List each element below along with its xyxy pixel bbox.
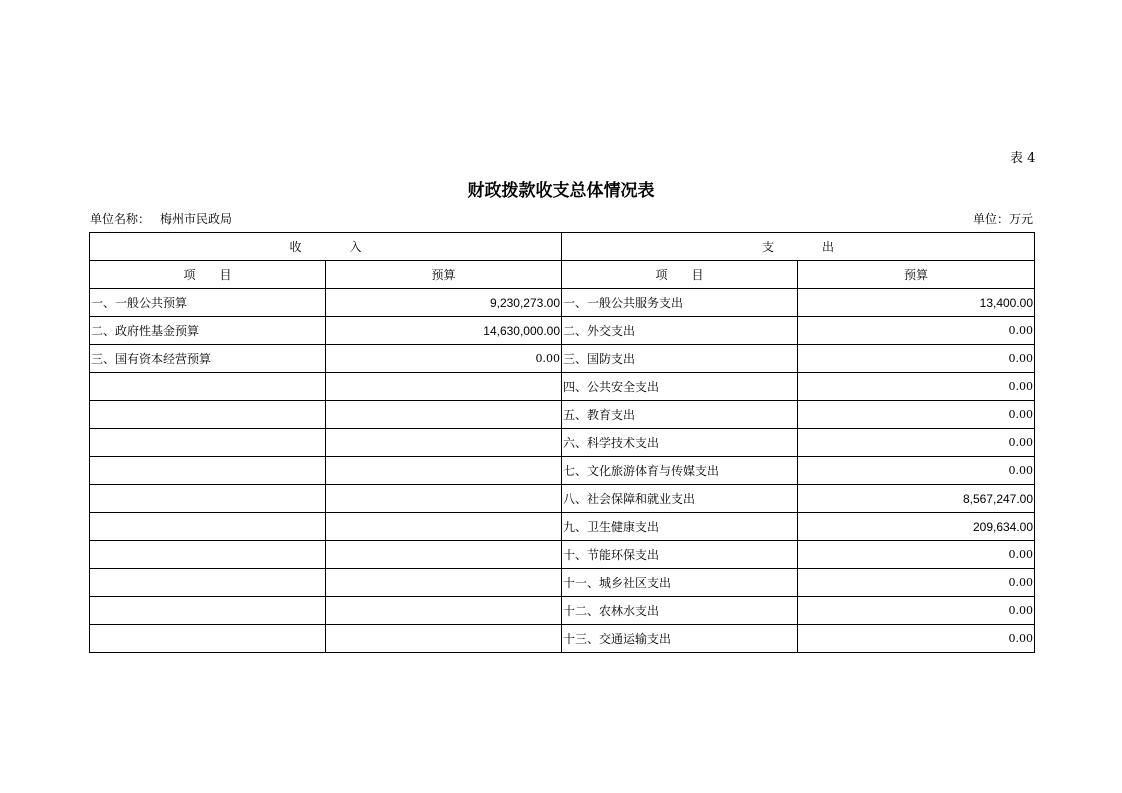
table-row	[90, 541, 1035, 569]
income-value-cell	[326, 541, 562, 569]
expense-value-cell: 13,400.00	[798, 289, 1035, 317]
table-row	[90, 345, 1035, 373]
income-item-cell	[90, 485, 326, 513]
expense-item-cell: 四、公共安全支出	[562, 373, 798, 401]
table-row	[90, 513, 1035, 541]
expense-value-cell: 209,634.00	[798, 513, 1035, 541]
table-number: 表 4	[1010, 151, 1036, 166]
header-row-group	[90, 233, 1035, 261]
table-row	[90, 289, 1035, 317]
income-value-cell	[326, 429, 562, 457]
expense-item-cell: 五、教育支出	[562, 401, 798, 429]
expense-item-cell: 十三、交通运输支出	[562, 625, 798, 653]
expense-value-cell: 0.00	[798, 429, 1035, 457]
expense-value-cell: 0.00	[798, 401, 1035, 429]
table-row	[90, 457, 1035, 485]
income-item-cell	[90, 513, 326, 541]
expense-value-cell: 0.00	[798, 597, 1035, 625]
income-value-cell	[326, 597, 562, 625]
table-row	[90, 485, 1035, 513]
expense-value-cell: 0.00	[798, 541, 1035, 569]
expense-item-cell: 九、卫生健康支出	[562, 513, 798, 541]
income-header: 收 入	[90, 233, 562, 261]
income-item-cell: 二、政府性基金预算	[90, 317, 326, 345]
unit-name-label: 单位名称：	[90, 212, 151, 226]
expense-item-cell: 二、外交支出	[562, 317, 798, 345]
expense-item-cell: 八、社会保障和就业支出	[562, 485, 798, 513]
expense-item-cell: 十二、农林水支出	[562, 597, 798, 625]
expense-value-cell: 0.00	[798, 317, 1035, 345]
income-item-cell: 一、一般公共预算	[90, 289, 326, 317]
income-item-cell	[90, 597, 326, 625]
income-value-cell: 9,230,273.00	[326, 289, 562, 317]
expense-item-cell: 六、科学技术支出	[562, 429, 798, 457]
income-value-cell	[326, 373, 562, 401]
income-value-cell: 14,630,000.00	[326, 317, 562, 345]
income-item-cell	[90, 457, 326, 485]
income-item-cell	[90, 541, 326, 569]
expense-value-cell: 0.00	[798, 625, 1035, 653]
income-value-cell	[326, 457, 562, 485]
expense-budget-header: 预算	[798, 261, 1035, 289]
table-row	[90, 569, 1035, 597]
income-value-cell	[326, 401, 562, 429]
table-row	[90, 373, 1035, 401]
income-value-cell	[326, 569, 562, 597]
income-item-cell: 三、国有资本经营预算	[90, 345, 326, 373]
expense-item-header: 项 目	[562, 261, 798, 289]
budget-table	[89, 232, 1035, 653]
page-title: 财政拨款收支总体情况表	[467, 181, 655, 201]
expense-header: 支 出	[562, 233, 1035, 261]
expense-value-cell: 0.00	[798, 569, 1035, 597]
unit-name-value: 梅州市民政局	[160, 212, 233, 226]
header-row-columns	[90, 261, 1035, 289]
expense-item-cell: 十、节能环保支出	[562, 541, 798, 569]
income-item-cell	[90, 401, 326, 429]
expense-value-cell: 8,567,247.00	[798, 485, 1035, 513]
unit-label: 单位：万元	[973, 212, 1034, 226]
unit-name-line	[90, 210, 232, 227]
expense-item-cell: 十一、城乡社区支出	[562, 569, 798, 597]
expense-item-cell: 三、国防支出	[562, 345, 798, 373]
expense-item-cell: 一、一般公共服务支出	[562, 289, 798, 317]
income-value-cell	[326, 625, 562, 653]
expense-item-cell: 七、文化旅游体育与传媒支出	[562, 457, 798, 485]
expense-value-cell: 0.00	[798, 457, 1035, 485]
income-item-cell	[90, 625, 326, 653]
table-row	[90, 317, 1035, 345]
income-value-cell	[326, 513, 562, 541]
income-item-header: 项 目	[90, 261, 326, 289]
income-item-cell	[90, 429, 326, 457]
table-row	[90, 625, 1035, 653]
income-value-cell: 0.00	[326, 345, 562, 373]
expense-value-cell: 0.00	[798, 345, 1035, 373]
income-budget-header: 预算	[326, 261, 562, 289]
income-value-cell	[326, 485, 562, 513]
table-row	[90, 597, 1035, 625]
table-row	[90, 401, 1035, 429]
table-row	[90, 429, 1035, 457]
income-item-cell	[90, 373, 326, 401]
expense-value-cell: 0.00	[798, 373, 1035, 401]
income-item-cell	[90, 569, 326, 597]
